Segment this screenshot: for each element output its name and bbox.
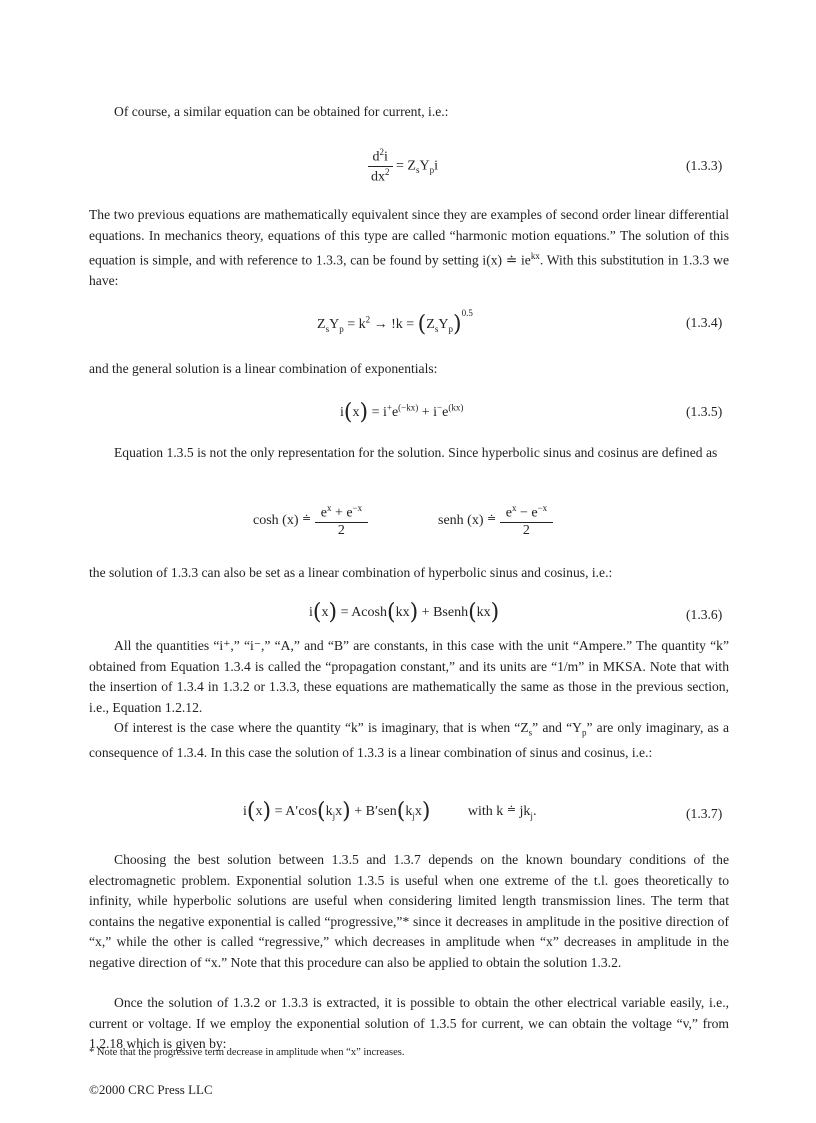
paragraph-hyperbolic: Equation 1.3.5 is not the only representation for the solution. Since hyperbolic sinus and cosinus are defined as [114,445,718,460]
equation-1-3-3: $\frac{d^2i}{dx^2}$ = $Z_sY_pi$ [368,147,438,185]
equation-cosh-definition: cosh (x) ≐ $\frac{e^x + e^{-x}}{2}$ [253,503,368,539]
paragraph-voltage: Once the solution of 1.3.2 or 1.3.3 is extracted, it is possible to obtain the other electrical variable easily, i.e., current or voltage. If we employ the exponential solution of 1.3.5 for current, we can obtain the voltage “v,” from 1.2.18 which is given by: [89,995,729,1051]
paragraph-imaginary: Of interest is the case where the quantity “k” is imaginary, that is when “$Z_s$” and “$Y_p$” are only imaginary, as a consequence of 1.3.4. In this case the solution of 1.3.3 is a linear combination of sinus and cosinus, i.e.: [89,720,730,761]
equation-number: (1.3.3) [686,158,723,173]
equation-number: (1.3.4) [686,315,723,330]
paragraph-boundary-conditions: Choosing the best solution between 1.3.5 and 1.3.7 depends on the known boundary conditions of the electromagnetic problem. Exponential solution 1.3.5 is useful when one extreme of the t.l. goes theoretically to infinity, while hyperbolic solutions are useful when considering limited length transmission lines. The term that contains the negative exponential is called “progressive,”* since it decreases in amplitude in the positive direction of “x,” while the other is called “regressive,” which decreases in amplitude when “x” decreases in amplitude in the negative direction of “x.” Note that this procedure can also be applied to obtain the solution 1.3.2. [89,852,729,970]
paragraph-harmonic: The two previous equations are mathematically equivalent since they are examples of second order linear differential equations. In mechanics theory, equations of this type are called “harmonic motion equations.” The solution of this equation is simple, and with reference to 1.3.3, can be found by setting i(x) ≐ $ie^{kx}$. With this substitution in 1.3.3 we have: [89,207,729,289]
equation-1-3-5: $i(x) = i^+e^{(-kx)} + i^-e^{(kx)}$ [340,400,464,425]
equation-number: (1.3.5) [686,404,723,419]
paragraph-linear-combination: the solution of 1.3.3 can also be set as a linear combination of hyperbolic sinus and cosinus, i.e.: [89,565,613,580]
equation-1-3-4: $Z_sY_p = k^2 \to !k = (Z_sY_p)^{0.5}$ [317,308,473,337]
equation-number: (1.3.7) [686,806,723,821]
equation-1-3-6: i(x) = Acosh(kx) + Bsenh(kx) [309,600,500,625]
paragraph-intro: Of course, a similar equation can be obtained for current, i.e.: [114,104,449,119]
footnote: * Note that the progressive term decrease in amplitude when “x” increases. [89,1047,405,1058]
copyright: ©2000 CRC Press LLC [89,1082,213,1097]
equation-number: (1.3.6) [686,607,723,622]
equation-senh-definition: senh (x) ≐ $\frac{e^x - e^{-x}}{2}$ [438,503,553,539]
equation-1-3-7: $i(x) = A'\cos(k_jx) + B'sen(k_jx)$ with k ≐ $jk_j$. [243,799,537,824]
paragraph-general-solution: and the general solution is a linear combination of exponentials: [89,361,438,376]
paragraph-constants: All the quantities “i⁺,” “i⁻,” “A,” and “B” are constants, in this case with the unit “Ampere.” The quantity “k” obtained from Equation 1.3.4 is called the “propagation constant,” and its units are “1/m” in MKSA. Note that with the insertion of 1.3.4 in 1.3.2 or 1.3.3, these equations are mathematically the same as those in the previous section, i.e., Equation 1.2.12. [89,638,729,715]
